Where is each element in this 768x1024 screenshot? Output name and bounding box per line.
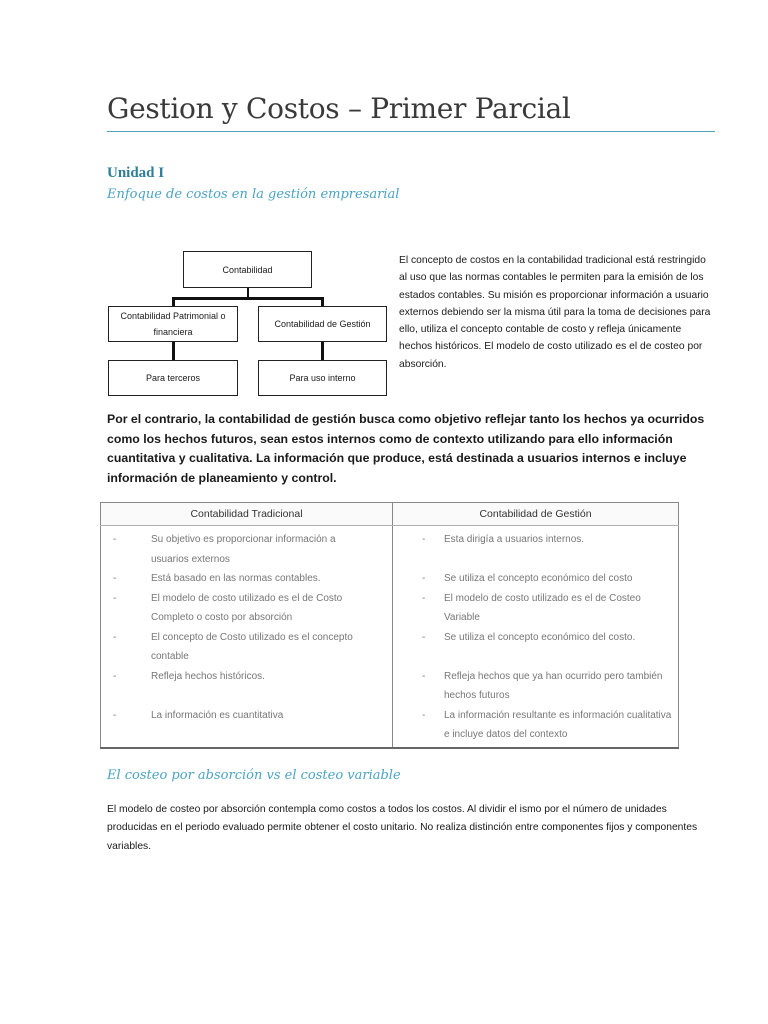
unit-subtitle: Enfoque de costos en la gestión empresarial xyxy=(107,187,400,202)
intro-paragraph: El concepto de costos en la contabilidad tradicional está restringido al uso que las normas contables le permiten para la emisión de los estados contables. Su misión es proporcionar información a usuario externos debiendo ser la misma útil para la toma de decisiones para ello, utiliza el concepto contable de costo y refleja únicamente hechos históricos. El modelo de costo utilizado es el de costeo por absorción. xyxy=(399,255,711,370)
list-item: - Se utiliza el concepto económico del costo. xyxy=(422,631,636,643)
list-item: - Su objetivo es proporcionar información a usuarios externos xyxy=(113,534,336,565)
table-header-row xyxy=(101,503,679,526)
list-item: - La información es cuantitativa xyxy=(113,709,284,721)
section-heading: El costeo por absorción vs el costeo variable xyxy=(107,768,401,783)
table-header-gestion: Contabilidad de Gestión xyxy=(393,503,679,526)
document-title: Gestion y Costos – Primer Parcial xyxy=(107,92,715,132)
diagram-root-box: Contabilidad xyxy=(183,251,312,288)
list-item: - Está basado en las normas contables. xyxy=(113,573,321,584)
diagram-left-box: Contabilidad Patrimonial o financiera xyxy=(108,306,238,342)
diagram-connector xyxy=(172,297,324,300)
list-item: - Refleja hechos que ya han ocurrido pero también hechos futuros xyxy=(422,670,663,701)
diagram-right-child-box: Para uso interno xyxy=(258,360,387,396)
list-item: - El modelo de costo utilizado es el de Costo Completo o costo por absorción xyxy=(113,592,343,623)
traditional-column xyxy=(101,526,393,748)
diagram-connector xyxy=(172,342,175,361)
table-header-traditional: Contabilidad Tradicional xyxy=(101,503,393,526)
list-item: - El concepto de Costo utilizado es el concepto contable xyxy=(113,631,353,662)
unit-heading: Unidad I xyxy=(107,165,165,181)
bold-paragraph: Por el contrario, la contabilidad de gestión busca como objetivo reflejar tanto los hechos ya ocurridos como los hechos futuros, sean estos internos como de contexto utilizando para ello información cuantitativa y cualitativa. La información que produce, está destinada a usuarios internos e incluye información de planeamiento y control. xyxy=(107,412,705,485)
comparison-table xyxy=(100,502,679,749)
list-item: - La información resultante es información cualitativa e incluye datos del contexto xyxy=(422,709,672,740)
gestion-column xyxy=(393,526,679,748)
diagram-left-child-box: Para terceros xyxy=(108,360,238,396)
list-item: - El modelo de costo utilizado es el de Costeo Variable xyxy=(422,592,641,623)
diagram-connector xyxy=(321,342,324,361)
section-paragraph: El modelo de costeo por absorción contempla como costos a todos los costos. Al dividir el ismo por el número de unidades producidas en el periodo evaluado permite obtener el costo unitario. No realiza distinción entre componentes fijos y componentes variables. xyxy=(107,804,698,852)
diagram-right-box: Contabilidad de Gestión xyxy=(258,306,387,342)
list-item: - Esta dirigía a usuarios internos. xyxy=(422,534,585,545)
list-item: - Se utiliza el concepto económico del costo xyxy=(422,573,633,584)
list-item: - Refleja hechos históricos. xyxy=(113,670,265,682)
table-row xyxy=(101,526,679,748)
